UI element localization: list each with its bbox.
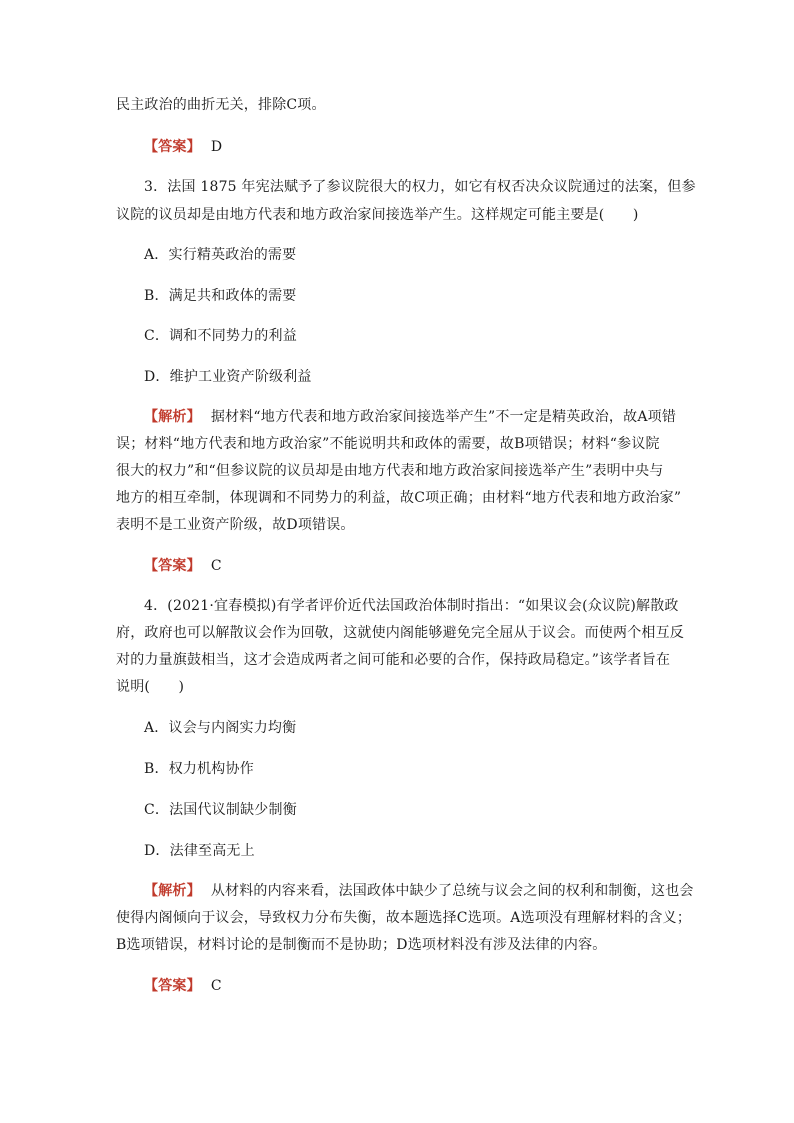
analysis-text: 从材料的内容来看，法国政体中缺少了总统与议会之间的权利和制衡，这也会 [210, 883, 694, 899]
answer-label: 【答案】 [144, 139, 201, 155]
analysis-text-line: 使得内阁倾向于议会，导致权力分布失衡，故本题选择C选项。A选项没有理解材料的含义； [116, 910, 692, 926]
question-3-text: 3．法国 1875 年宪法赋予了参议院很大的权力，如它有权否决众议院通过的法案，但参 [144, 179, 696, 195]
analysis-text-line: 地方的相互牵制，体现调和不同势力的利益，故C项正确；由材料“地方代表和地方政治家” [116, 490, 682, 506]
question-4-text-cont: 对的力量旗鼓相当，这才会造成两者之间可能和必要的合作，保持政局稳定。”该学者旨在 [116, 652, 671, 668]
answer-label: 【答案】 [144, 978, 201, 994]
question-3-text-cont: 议院的议员却是由地方代表和地方政治家间接选举产生。这样规定可能主要是( ) [116, 207, 639, 223]
analysis-text: 据材料“地方代表和地方政治家间接选举产生”不一定是精英政治，故A项错 [210, 409, 677, 425]
analysis-text-line: 误；材料“地方代表和地方政治家”不能说明共和政体的需要，故B项错误；材料“参议院 [116, 436, 660, 452]
answer-row-q3 [144, 556, 222, 576]
answer-row-q2 [144, 137, 222, 157]
question-4-text: 4．(2021·宜春模拟)有学者评价近代法国政治体制时指出：“如果议会(众议院)解散政 [144, 598, 679, 614]
analysis-label: 【解析】 [144, 409, 201, 425]
answer-value: C [210, 558, 222, 574]
analysis-row-q3 [144, 407, 676, 427]
q4-option-d: D．法律至高无上 [144, 843, 255, 859]
q3-option-c: C．调和不同势力的利益 [144, 328, 297, 344]
question-4-text-cont: 府，政府也可以解散议会作为回敬，这就使内阁能够避免完全屈从于议会。而使两个相互反 [116, 625, 684, 641]
answer-value: C [210, 978, 222, 994]
q4-option-a: A．议会与内阁实力均衡 [144, 720, 297, 736]
answer-value: D [210, 139, 223, 155]
q4-option-b: B．权力机构协作 [144, 761, 254, 777]
previous-analysis-fragment: 民主政治的曲折无关，排除C项。 [116, 97, 326, 113]
answer-row-q4 [144, 976, 222, 996]
analysis-text-line: B选项错误，材料讨论的是制衡而不是协助；D选项材料没有涉及法律的内容。 [116, 937, 607, 953]
analysis-text-line: 很大的权力”和“但参议院的议员却是由地方代表和地方政治家间接选举产生”表明中央与 [116, 463, 664, 479]
q3-option-b: B．满足共和政体的需要 [144, 288, 297, 304]
q3-option-a: A．实行精英政治的需要 [144, 247, 297, 263]
q4-option-c: C．法国代议制缺少制衡 [144, 802, 297, 818]
analysis-text-line: 表明不是工业资产阶级，故D项错误。 [116, 517, 355, 533]
answer-label: 【答案】 [144, 558, 201, 574]
q3-option-d: D．维护工业资产阶级利益 [144, 369, 312, 385]
analysis-label: 【解析】 [144, 883, 201, 899]
analysis-row-q4 [144, 881, 694, 901]
question-4-text-cont: 说明( ) [116, 679, 185, 695]
